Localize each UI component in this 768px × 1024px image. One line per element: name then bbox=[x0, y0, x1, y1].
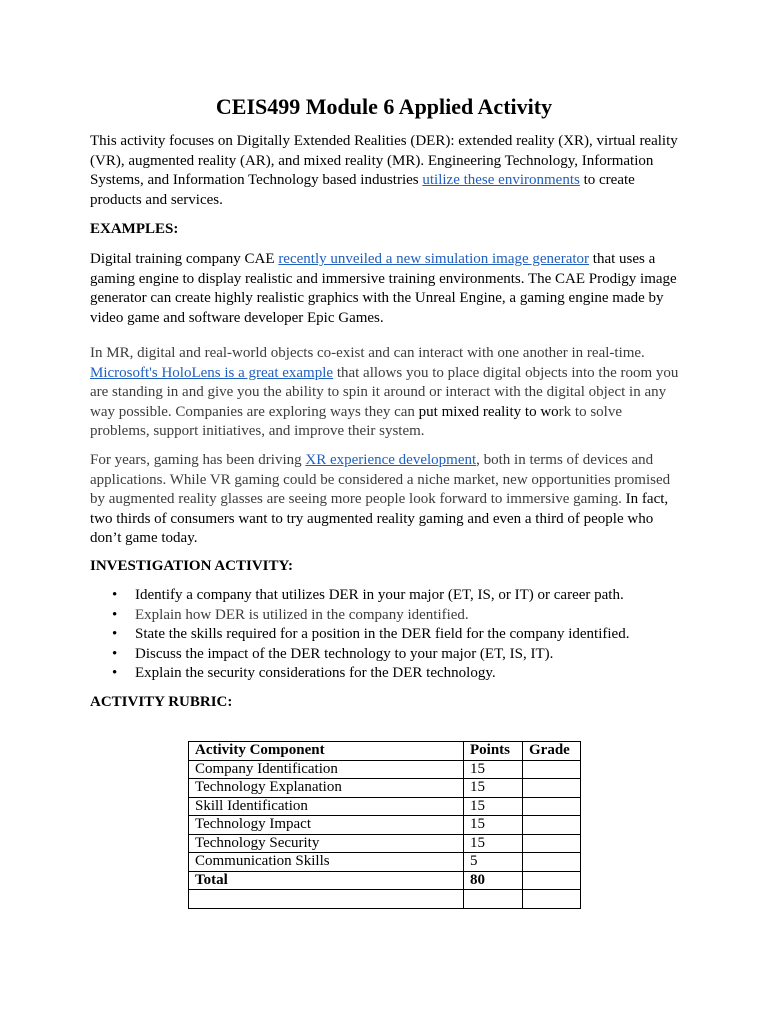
intro-paragraph: This activity focuses on Digitally Extended Realities (DER): extended reality (XR), virtual reality (VR), augmented reality (AR), and mixed reality (MR). Engineering Technology, Information Systems, and Information Technology based industries utilize these environments to create products and services. bbox=[90, 133, 678, 208]
grade-cell bbox=[523, 871, 581, 890]
header-grade: Grade bbox=[523, 742, 581, 761]
grade-cell bbox=[523, 760, 581, 779]
table-total-row: Total 80 bbox=[189, 871, 581, 890]
table-row: Technology Impact 15 bbox=[189, 816, 581, 835]
table-empty-row bbox=[189, 890, 581, 909]
page-title: CEIS499 Module 6 Applied Activity bbox=[215, 94, 553, 119]
list-item: • Explain the security considerations for the DER technology. bbox=[112, 665, 496, 681]
list-item: • Identify a company that utilizes DER in your major (ET, IS, or IT) or career path. bbox=[112, 587, 624, 603]
list-item: • Explain how DER is utilized in the company identified. bbox=[112, 606, 469, 623]
table-row: Skill Identification 15 bbox=[189, 797, 581, 816]
table-row: Communication Skills 5 bbox=[189, 853, 581, 872]
header-activity-component: Activity Component bbox=[189, 742, 464, 761]
table-row: Company Identification 15 bbox=[189, 760, 581, 779]
table-row: Technology Explanation 15 bbox=[189, 779, 581, 798]
grade-cell bbox=[523, 853, 581, 872]
examples-heading: EXAMPLES: bbox=[90, 221, 179, 237]
example-gaming-paragraph: For years, gaming has been driving XR experience development, both in terms of devices and applications. While VR gaming could be considered a niche market, new opportunities promised by augmented reality glasses are seeing more people look forward to immersive gaming. In fact, two thirds of consumers want to try augmented reality gaming and even a third of people who don’t game today. bbox=[90, 452, 671, 546]
rubric-heading: ACTIVITY RUBRIC: bbox=[90, 694, 233, 710]
grade-cell bbox=[523, 834, 581, 853]
xr-experience-link[interactable]: XR experience development bbox=[305, 452, 477, 468]
table-header-row bbox=[189, 742, 581, 761]
hololens-link[interactable]: Microsoft's HoloLens is a great example bbox=[90, 364, 334, 381]
investigation-heading: INVESTIGATION ACTIVITY: bbox=[90, 558, 293, 574]
rubric-table bbox=[188, 741, 581, 909]
example-cae-paragraph: Digital training company CAE recently unveiled a new simulation image generator that uses a gaming engine to display realistic and immersive training environments. The CAE Prodigy image generator can create highly realistic graphics with the Unreal Engine, a gaming engine made by video game and software developer Epic Games. bbox=[90, 251, 677, 326]
header-points: Points bbox=[464, 742, 523, 761]
grade-cell bbox=[523, 779, 581, 798]
activity-list bbox=[90, 586, 680, 684]
grade-cell bbox=[523, 816, 581, 835]
table-row: Technology Security 15 bbox=[189, 834, 581, 853]
simulation-image-generator-link[interactable]: recently unveiled a new simulation image generator bbox=[278, 251, 590, 267]
list-item: • Discuss the impact of the DER technology to your major (ET, IS, IT). bbox=[112, 645, 554, 662]
example-hololens-paragraph: In MR, digital and real-world objects co-exist and can interact with one another in real-time. Microsoft's HoloLens is a great example that allows you to place digital objects into the room you are standing in and give you the ability to spin it around or interact with the digital object in any way possible. Companies are exploring ways they can put mixed reality to work to solve problems, support initiatives, and improve their system. bbox=[90, 345, 679, 439]
grade-cell bbox=[523, 797, 581, 816]
list-item: • State the skills required for a position in the DER field for the company identified. bbox=[112, 626, 630, 642]
utilize-environments-link[interactable]: utilize these environments bbox=[422, 172, 580, 188]
